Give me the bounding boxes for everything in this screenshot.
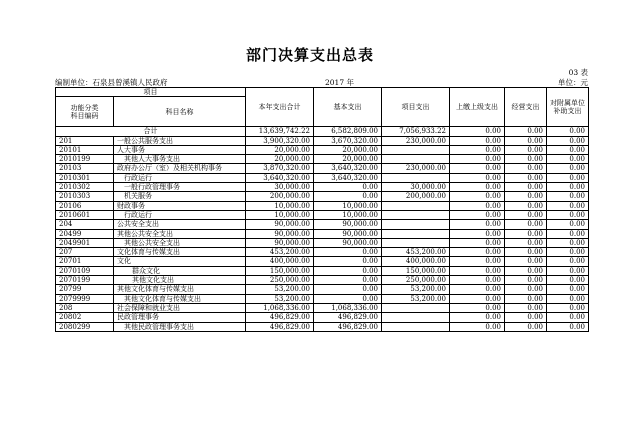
row-name: 群众文化	[114, 266, 246, 275]
row-basic: 0.00	[314, 266, 382, 275]
header-code: 功能分类 科目编码	[56, 97, 114, 127]
report-title: 部门决算支出总表	[245, 46, 374, 64]
row-total: 10,000.00	[246, 210, 314, 219]
row-remit: 0.00	[450, 294, 505, 303]
row-subsidy: 0.00	[547, 183, 589, 192]
row-project	[382, 220, 450, 229]
row-remit: 0.00	[450, 173, 505, 182]
row-remit: 0.00	[450, 145, 505, 154]
total-row	[56, 127, 589, 136]
row-code: 20802	[56, 313, 114, 322]
row-code: 2010302	[56, 183, 114, 192]
total-business: 0.00	[505, 127, 547, 136]
row-remit: 0.00	[450, 136, 505, 145]
row-total: 90,000.00	[246, 220, 314, 229]
form-number: 03 表	[568, 68, 588, 77]
table-row	[56, 248, 589, 257]
header-total: 本年支出合计	[246, 88, 314, 127]
header-name: 科目名称	[114, 97, 246, 127]
table-row	[56, 313, 589, 322]
row-subsidy: 0.00	[547, 303, 589, 312]
row-remit: 0.00	[450, 229, 505, 238]
row-code: 20701	[56, 257, 114, 266]
row-business: 0.00	[505, 303, 547, 312]
row-code: 2070199	[56, 276, 114, 285]
row-subsidy: 0.00	[547, 201, 589, 210]
table-row	[56, 257, 589, 266]
row-basic: 10,000.00	[314, 201, 382, 210]
row-total: 53,200.00	[246, 294, 314, 303]
row-project: 230,000.00	[382, 164, 450, 173]
row-code: 2079999	[56, 294, 114, 303]
table-row	[56, 210, 589, 219]
row-total: 3,640,320.00	[246, 173, 314, 182]
row-subsidy: 0.00	[547, 136, 589, 145]
total-project: 7,056,933.22	[382, 127, 450, 136]
table-row	[56, 238, 589, 247]
table-row	[56, 164, 589, 173]
row-code: 20106	[56, 201, 114, 210]
row-name: 其他公共安全支出	[114, 229, 246, 238]
row-subsidy: 0.00	[547, 313, 589, 322]
row-total: 90,000.00	[246, 238, 314, 247]
header-business: 经营支出	[505, 88, 547, 127]
row-basic: 0.00	[314, 257, 382, 266]
header-item-group: 项目	[56, 88, 246, 97]
row-total: 453,200.00	[246, 248, 314, 257]
row-business: 0.00	[505, 145, 547, 154]
row-basic: 0.00	[314, 183, 382, 192]
row-total: 53,200.00	[246, 285, 314, 294]
row-name: 一般行政管理事务	[114, 183, 246, 192]
table-row	[56, 192, 589, 201]
row-project	[382, 303, 450, 312]
row-remit: 0.00	[450, 220, 505, 229]
row-name: 文化体育与传媒支出	[114, 248, 246, 257]
row-total: 400,000.00	[246, 257, 314, 266]
table-row	[56, 155, 589, 164]
report-meta	[55, 77, 588, 87]
row-subsidy: 0.00	[547, 266, 589, 275]
row-name: 其他公共安全支出	[114, 238, 246, 247]
row-business: 0.00	[505, 155, 547, 164]
row-code: 201	[56, 136, 114, 145]
row-basic: 3,640,320.00	[314, 173, 382, 182]
row-total: 90,000.00	[246, 229, 314, 238]
row-basic: 0.00	[314, 294, 382, 303]
row-project	[382, 173, 450, 182]
row-name: 行政运行	[114, 173, 246, 182]
table-row	[56, 183, 589, 192]
row-basic: 496,829.00	[314, 322, 382, 331]
row-name: 人大事务	[114, 145, 246, 154]
row-basic: 0.00	[314, 192, 382, 201]
row-remit: 0.00	[450, 238, 505, 247]
row-basic: 90,000.00	[314, 220, 382, 229]
table-row	[56, 266, 589, 275]
row-project	[382, 201, 450, 210]
row-business: 0.00	[505, 220, 547, 229]
row-total: 1,068,336.00	[246, 303, 314, 312]
total-amount: 13,639,742.22	[246, 127, 314, 136]
row-subsidy: 0.00	[547, 192, 589, 201]
row-remit: 0.00	[450, 248, 505, 257]
row-code: 20799	[56, 285, 114, 294]
row-remit: 0.00	[450, 192, 505, 201]
row-remit: 0.00	[450, 276, 505, 285]
row-name: 其他民政管理事务支出	[114, 322, 246, 331]
row-basic: 10,000.00	[314, 210, 382, 219]
row-name: 财政事务	[114, 201, 246, 210]
row-basic: 90,000.00	[314, 238, 382, 247]
row-business: 0.00	[505, 173, 547, 182]
row-subsidy: 0.00	[547, 257, 589, 266]
row-code: 207	[56, 248, 114, 257]
row-total: 250,000.00	[246, 276, 314, 285]
row-name: 其他文化体育与传媒支出	[114, 285, 246, 294]
row-name: 机关服务	[114, 192, 246, 201]
row-remit: 0.00	[450, 285, 505, 294]
row-total: 3,900,320.00	[246, 136, 314, 145]
row-code: 20499	[56, 229, 114, 238]
row-subsidy: 0.00	[547, 248, 589, 257]
table-row	[56, 220, 589, 229]
currency-unit: 单位：元	[558, 78, 588, 87]
row-remit: 0.00	[450, 155, 505, 164]
row-total: 200,000.00	[246, 192, 314, 201]
total-remit: 0.00	[450, 127, 505, 136]
row-business: 0.00	[505, 210, 547, 219]
table-row	[56, 136, 589, 145]
row-basic: 496,829.00	[314, 313, 382, 322]
header-subsidy: 对附属单位 补助支出	[547, 88, 589, 127]
row-project: 453,200.00	[382, 248, 450, 257]
row-code: 20103	[56, 164, 114, 173]
row-total: 150,000.00	[246, 266, 314, 275]
row-business: 0.00	[505, 276, 547, 285]
row-business: 0.00	[505, 136, 547, 145]
row-basic: 0.00	[314, 276, 382, 285]
row-total: 496,829.00	[246, 313, 314, 322]
row-remit: 0.00	[450, 210, 505, 219]
table-row	[56, 229, 589, 238]
row-project	[382, 145, 450, 154]
row-project	[382, 238, 450, 247]
row-business: 0.00	[505, 285, 547, 294]
row-code: 208	[56, 303, 114, 312]
row-remit: 0.00	[450, 164, 505, 173]
row-code: 2049901	[56, 238, 114, 247]
row-name: 文化	[114, 257, 246, 266]
report-year: 2017 年	[325, 78, 354, 87]
row-basic: 20,000.00	[314, 145, 382, 154]
row-subsidy: 0.00	[547, 285, 589, 294]
row-remit: 0.00	[450, 313, 505, 322]
row-project	[382, 155, 450, 164]
row-name: 行政运行	[114, 210, 246, 219]
row-subsidy: 0.00	[547, 173, 589, 182]
row-total: 496,829.00	[246, 322, 314, 331]
row-basic: 0.00	[314, 285, 382, 294]
row-total: 3,870,320.00	[246, 164, 314, 173]
row-subsidy: 0.00	[547, 210, 589, 219]
row-business: 0.00	[505, 294, 547, 303]
total-subsidy: 0.00	[547, 127, 589, 136]
row-code: 2010199	[56, 155, 114, 164]
total-label: 合计	[56, 127, 246, 136]
row-total: 30,000.00	[246, 183, 314, 192]
row-code: 2010301	[56, 173, 114, 182]
row-subsidy: 0.00	[547, 164, 589, 173]
row-business: 0.00	[505, 192, 547, 201]
row-business: 0.00	[505, 257, 547, 266]
row-project: 400,000.00	[382, 257, 450, 266]
row-basic: 1,068,336.00	[314, 303, 382, 312]
header-basic: 基本支出	[314, 88, 382, 127]
table-row	[56, 145, 589, 154]
row-business: 0.00	[505, 201, 547, 210]
row-project: 53,200.00	[382, 294, 450, 303]
row-project: 230,000.00	[382, 136, 450, 145]
row-code: 2080299	[56, 322, 114, 331]
row-name: 政府办公厅（室）及相关机构事务	[114, 164, 246, 173]
row-subsidy: 0.00	[547, 238, 589, 247]
header-project: 项目支出	[382, 88, 450, 127]
row-business: 0.00	[505, 183, 547, 192]
row-basic: 20,000.00	[314, 155, 382, 164]
row-name: 其他文化支出	[114, 276, 246, 285]
row-remit: 0.00	[450, 266, 505, 275]
table-row	[56, 201, 589, 210]
header-remit: 上缴上级支出	[450, 88, 505, 127]
row-name: 民政管理事务	[114, 313, 246, 322]
row-remit: 0.00	[450, 322, 505, 331]
row-code: 20101	[56, 145, 114, 154]
row-project: 250,000.00	[382, 276, 450, 285]
row-business: 0.00	[505, 266, 547, 275]
row-subsidy: 0.00	[547, 322, 589, 331]
row-project: 30,000.00	[382, 183, 450, 192]
row-subsidy: 0.00	[547, 155, 589, 164]
row-name: 一般公共服务支出	[114, 136, 246, 145]
row-basic: 90,000.00	[314, 229, 382, 238]
row-subsidy: 0.00	[547, 294, 589, 303]
row-code: 2010601	[56, 210, 114, 219]
row-business: 0.00	[505, 164, 547, 173]
row-basic: 3,640,320.00	[314, 164, 382, 173]
row-name: 其他文化体育与传媒支出	[114, 294, 246, 303]
row-project	[382, 322, 450, 331]
row-business: 0.00	[505, 248, 547, 257]
table-row	[56, 173, 589, 182]
reporting-unit: 编制单位：石泉县曾溪镇人民政府	[55, 78, 168, 87]
row-total: 20,000.00	[246, 155, 314, 164]
row-basic: 0.00	[314, 248, 382, 257]
row-project: 200,000.00	[382, 192, 450, 201]
row-project	[382, 210, 450, 219]
row-remit: 0.00	[450, 183, 505, 192]
row-name: 社会保障和就业支出	[114, 303, 246, 312]
row-project: 150,000.00	[382, 266, 450, 275]
row-name: 公共安全支出	[114, 220, 246, 229]
row-code: 204	[56, 220, 114, 229]
row-subsidy: 0.00	[547, 276, 589, 285]
expenditure-table	[55, 87, 589, 332]
row-code: 2070109	[56, 266, 114, 275]
row-remit: 0.00	[450, 257, 505, 266]
row-name: 其他人大事务支出	[114, 155, 246, 164]
table-row	[56, 303, 589, 312]
row-remit: 0.00	[450, 303, 505, 312]
row-business: 0.00	[505, 313, 547, 322]
row-total: 20,000.00	[246, 145, 314, 154]
table-row	[56, 276, 589, 285]
row-subsidy: 0.00	[547, 220, 589, 229]
row-project: 53,200.00	[382, 285, 450, 294]
table-row	[56, 322, 589, 331]
row-business: 0.00	[505, 229, 547, 238]
row-project	[382, 313, 450, 322]
row-subsidy: 0.00	[547, 145, 589, 154]
total-basic: 6,582,809.00	[314, 127, 382, 136]
row-basic: 3,670,320.00	[314, 136, 382, 145]
row-project	[382, 229, 450, 238]
row-business: 0.00	[505, 238, 547, 247]
table-row	[56, 285, 589, 294]
row-subsidy: 0.00	[547, 229, 589, 238]
row-total: 10,000.00	[246, 201, 314, 210]
row-remit: 0.00	[450, 201, 505, 210]
table-row	[56, 294, 589, 303]
row-business: 0.00	[505, 322, 547, 331]
row-code: 2010303	[56, 192, 114, 201]
